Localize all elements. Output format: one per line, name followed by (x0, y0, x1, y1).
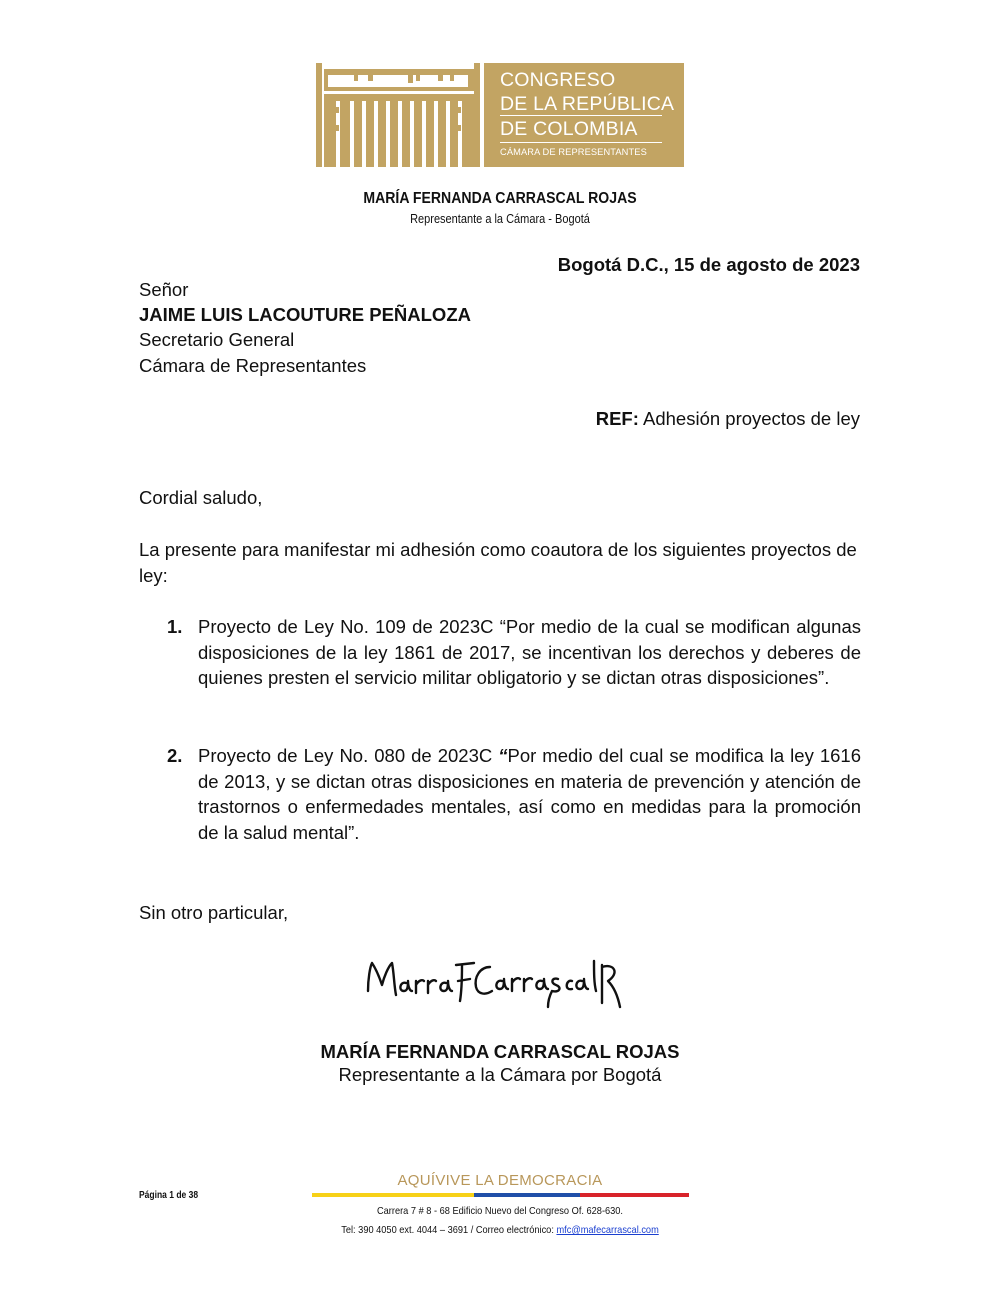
list-item-number: 2. (167, 745, 183, 766)
reference-line (596, 406, 860, 432)
logo-line-2: DE LA REPÚBLICA (500, 93, 675, 115)
reference-label: REF: (595, 408, 639, 429)
logo-line-1: CONGRESO (500, 69, 616, 91)
footer-slogan: AQUÍVIVE LA DEMOCRACIA (397, 1172, 603, 1189)
footer-email-link[interactable]: mfc@mafecarrascal.com (556, 1224, 659, 1236)
recipient-institution: Cámara de Representantes (139, 355, 367, 376)
list-item-text (198, 743, 861, 845)
recipient-salutation: Señor (139, 279, 189, 300)
intro-paragraph: La presente para manifestar mi adhesión como coautora de los siguientes proyectos de ley: (139, 539, 857, 586)
flag-blue-segment (474, 1193, 580, 1197)
flag-red-segment (580, 1193, 689, 1197)
logo-line-4: CÁMARA DE REPRESENTANTES (500, 147, 647, 157)
footer-address: Carrera 7 # 8 - 68 Edificio Nuevo del Congreso Of. 628-630. (376, 1205, 624, 1217)
list-item-text-start: Proyecto de Ley No. 080 de 2023C (198, 745, 499, 766)
list-item-text: Proyecto de Ley No. 109 de 2023C “Por medio de la cual se modifican algunas disposiciones de la ley 1861 de 2017, se incentivan los derechos y deberes de quienes presten el servicio militar obligatorio y se dictan otras disposiciones”. (198, 616, 861, 688)
header-name: MARÍA FERNANDA CARRASCAL ROJAS (363, 190, 637, 207)
logo-rule (500, 142, 662, 143)
logo-wordmark (484, 63, 684, 167)
signer-role: Representante a la Cámara por Bogotá (338, 1064, 662, 1085)
reference-text: Adhesión proyectos de ley (643, 408, 860, 429)
footer-contact-text: Tel: 390 4050 ext. 4044 – 3691 / Correo electrónico: (341, 1224, 557, 1236)
greeting: Cordial saludo, (139, 487, 263, 508)
handwritten-signature (362, 955, 624, 1017)
closing: Sin otro particular, (139, 902, 289, 923)
footer-contact (60, 1224, 940, 1236)
list-item-text-rest: Por medio del cual se modifica la ley 1616 de 2013, y se dictan otras disposiciones en materia de prevención y atención de trastornos o enfermedades mentales, así como en medidas para la promoción de la salud mental”. (198, 745, 861, 843)
recipient-title: Secretario General (139, 329, 295, 350)
flag-color-bar (312, 1193, 689, 1197)
recipient-name: JAIME LUIS LACOUTURE PEÑALOZA (139, 304, 471, 325)
flag-yellow-segment (312, 1193, 474, 1197)
congress-logo (316, 63, 684, 167)
signer-name: MARÍA FERNANDA CARRASCAL ROJAS (320, 1041, 680, 1062)
logo-line-3: DE COLOMBIA (500, 118, 638, 140)
header-role: Representante a la Cámara - Bogotá (410, 212, 590, 226)
list-item-open-quote: “ (498, 745, 508, 766)
page-number: Página 1 de 38 (139, 1190, 199, 1201)
list-item-number: 1. (167, 616, 183, 637)
capitol-building-icon (316, 63, 480, 167)
logo-rule (500, 115, 662, 116)
letter-date: Bogotá D.C., 15 de agosto de 2023 (557, 254, 860, 275)
